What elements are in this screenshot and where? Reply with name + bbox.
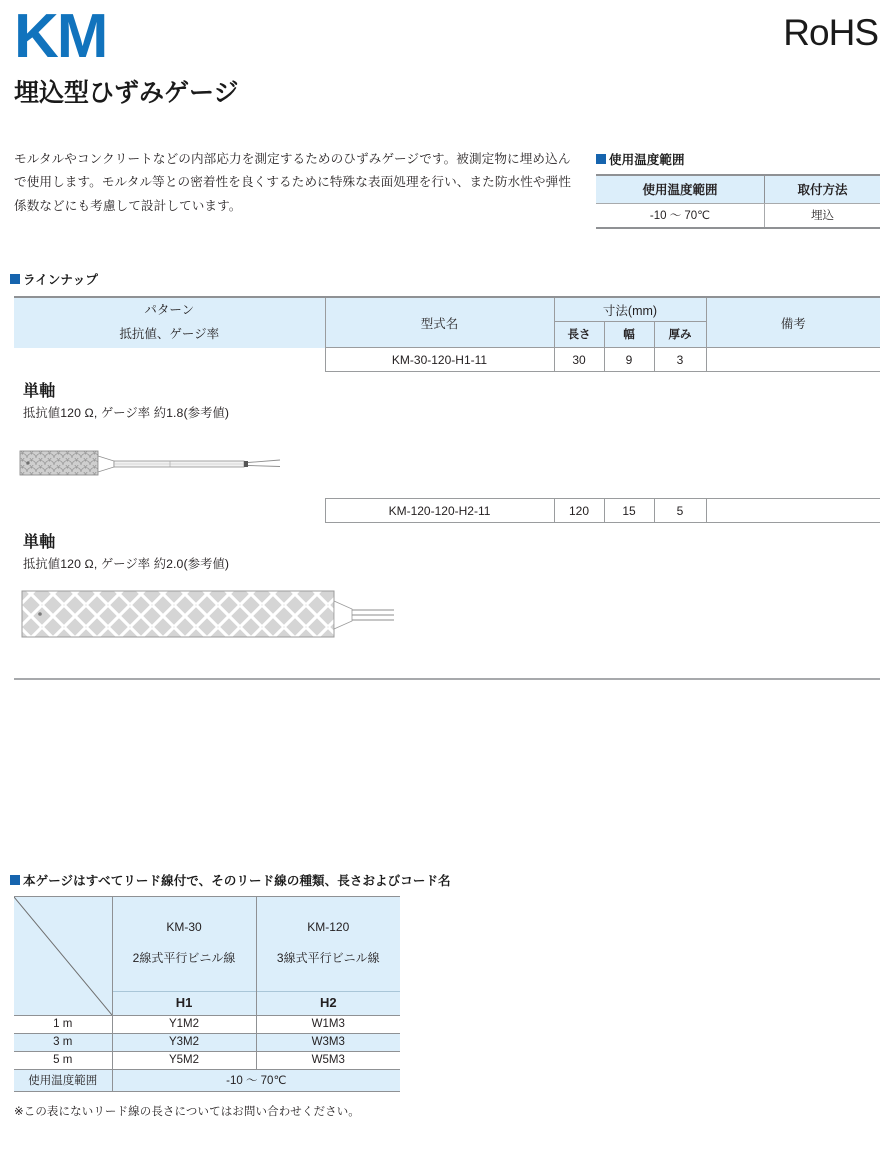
col-header-km30-wire: 2線式平行ビニル線 [132,950,236,965]
col-header-pattern [14,297,325,348]
col-header-width: 幅 [604,322,654,348]
cell-pattern-spacer [14,499,325,523]
cell-temp-label: 使用温度範囲 [14,1070,112,1092]
lineup-heading-label: ラインナップ [23,273,98,287]
col-header-code-h2: H2 [256,991,400,1015]
cell-empty [604,372,654,499]
product-logo: KM [14,2,107,71]
temperature-section-heading [596,150,880,168]
col-header-code-h1: H1 [112,991,256,1015]
cell-empty [554,372,604,499]
cell-thickness: 3 [654,348,706,372]
gauge-illustration-km120 [20,583,400,645]
pattern-spec: 抵抗値120 Ω, ゲージ率 約1.8(参考値) [23,405,230,420]
cell-temp-value: -10 ～ 70℃ [112,1070,400,1092]
temperature-section [596,150,880,229]
product-subtitle: 埋込型ひずみゲージ [14,79,239,107]
cell-empty [706,372,880,499]
col-header-pattern-line2: 抵抗値、ゲージ率 [119,326,220,341]
lead-heading-label: 本ゲージはすべてリード線付で、そのリード線の種類、長さおよびコード名 [23,874,451,888]
cell-code-h2: W1M3 [256,1016,400,1034]
pattern-spec: 抵抗値120 Ω, ゲージ率 約2.0(参考値) [23,556,230,571]
cell-width: 9 [604,348,654,372]
square-bullet-icon [10,274,20,284]
col-header-thickness: 厚み [654,322,706,348]
lineup-bottom-rule [14,678,880,680]
cell-thickness: 5 [654,499,706,523]
pattern-title: 単軸 [23,533,56,551]
col-header-km120-model: KM-120 [307,919,350,934]
col-header-model: 型式名 [325,297,554,348]
col-header-pattern-line1: パターン [144,303,195,317]
col-header-mount-method: 取付方法 [764,175,880,204]
cell-pattern-spacer [14,348,325,372]
table-header-row [14,297,880,322]
cell-empty [554,523,604,664]
diagonal-line-icon [14,897,112,1015]
col-header-length: 長さ [554,322,604,348]
temperature-table [596,174,880,229]
cell-empty [654,372,706,499]
table-row-temperature [14,1070,400,1092]
lead-wire-table [14,896,400,1092]
cell-temp-range: -10 ～ 70℃ [596,204,764,229]
rohs-mark: RoHS [783,12,878,53]
cell-length-label: 3 m [14,1034,112,1052]
cell-note [706,499,880,523]
square-bullet-icon [596,154,606,164]
cell-length: 120 [554,499,604,523]
cell-empty [654,523,706,664]
pattern-title: 単軸 [23,382,56,400]
cell-length: 30 [554,348,604,372]
col-header-temp-range: 使用温度範囲 [596,175,764,204]
col-header-km30-model: KM-30 [166,919,202,934]
table-row [14,1016,400,1034]
lead-section [14,896,400,1092]
cell-empty [706,523,880,664]
cell-model: KM-30-120-H1-11 [325,348,554,372]
cell-code-h1: Y3M2 [112,1034,256,1052]
temperature-heading-label: 使用温度範囲 [609,153,685,167]
col-header-km120 [256,897,400,992]
cell-length-label: 1 m [14,1016,112,1034]
cell-mount-method: 埋込 [764,204,880,229]
col-header-km30 [112,897,256,992]
table-header-row [14,897,400,992]
cell-empty [604,523,654,664]
table-row [14,1034,400,1052]
product-description: モルタルやコンクリートなどの内部応力を測定するためのひずみゲージです。被測定物に埋め込んで使用します。モルタル等との密着性を良くするために特殊な表面処理を行い、また防水性や弾性係数などにも考慮して設計しています。 [14,152,572,213]
lead-section-heading [10,871,451,889]
corner-diagonal-cell [14,897,112,1016]
table-row [14,348,880,372]
table-row [596,204,880,229]
cell-code-h1: Y1M2 [112,1016,256,1034]
lineup-section-heading [10,270,98,288]
col-header-dimensions: 寸法(mm) [554,297,706,322]
cell-note [706,348,880,372]
col-header-km120-wire: 3線式平行ビニル線 [276,950,380,965]
cell-length-label: 5 m [14,1052,112,1070]
col-header-note: 備考 [706,297,880,348]
square-bullet-icon [10,875,20,885]
table-row [14,499,880,523]
table-row [14,1052,400,1070]
cell-code-h1: Y5M2 [112,1052,256,1070]
gauge-illustration-km30 [18,444,318,484]
lead-section-note: ※この表にないリード線の長さについてはお問い合わせください。 [14,1106,360,1118]
cell-code-h2: W3M3 [256,1034,400,1052]
cell-empty [325,372,554,499]
cell-code-h2: W5M3 [256,1052,400,1070]
cell-model: KM-120-120-H2-11 [325,499,554,523]
table-header-row [596,175,880,204]
cell-width: 15 [604,499,654,523]
